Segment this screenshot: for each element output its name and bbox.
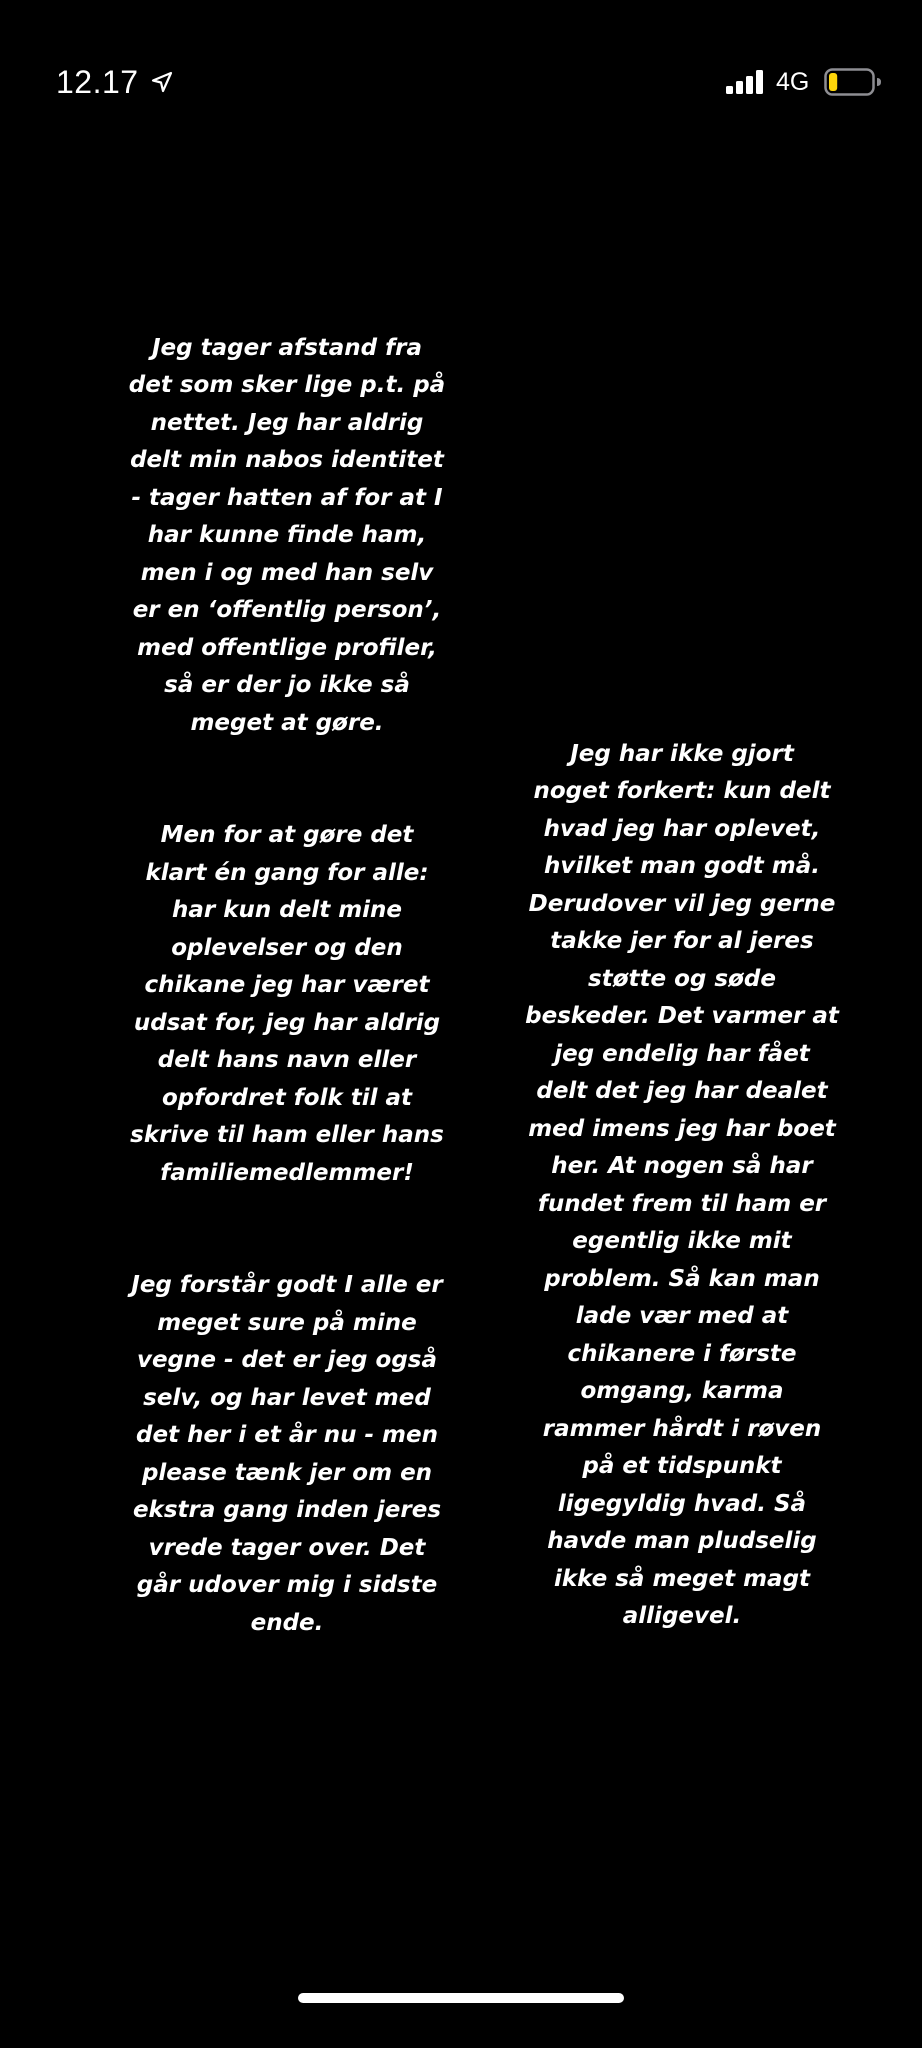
- network-type-label: 4G: [776, 68, 810, 96]
- story-paragraph: Men for at gøre det klart én gang for alle: har kun delt mine oplevelser og den chikane jeg har været udsat for, jeg har aldrig delt hans navn eller opfordret folk til at skrive til ham eller hans familiemedlemmer!: [130, 822, 444, 1186]
- story-paragraph: Jeg har ikke gjort noget forkert: kun delt hvad jeg har oplevet, hvilket man godt må. Derudover vil jeg gerne takke jer for al jeres støtte og søde beskeder. Det varmer at jeg endelig har fået delt det jeg har dealet med imens jeg har boet her. At nogen så har fundet frem til ham er egentlig ikke mit problem. Så kan man lade vær med at chikanere i første omgang, karma rammer hårdt i røven på et tidspunkt ligegyldig hvad. Så havde man pludselig ikke så meget magt alligevel.: [525, 740, 839, 1629]
- cellular-signal-icon: [726, 70, 768, 94]
- story-paragraph: Jeg forstår godt I alle er meget sure på mine vegne - det er jeg også selv, og har levet med det her i et år nu - men please tænk jer om en ekstra gang inden jeres vrede tager over. Det går udover mig i sidste ende.: [131, 1272, 443, 1636]
- story-text-right: [472, 698, 892, 1673]
- battery-low-icon: [824, 68, 884, 96]
- battery-fill: [829, 73, 837, 91]
- story-paragraph: Jeg tager afstand fra det som sker lige p.t. på nettet. Jeg har aldrig delt min nabos identitet - tager hatten af for at I har kunne finde ham, men i og med han selv er en ‘offentlig person’, med offentlige profiler, så er der jo ikke så meget at gøre.: [128, 334, 446, 736]
- home-indicator[interactable]: [298, 1993, 624, 2003]
- location-arrow-icon: [150, 70, 174, 94]
- status-bar: [0, 0, 922, 120]
- story-text-left: [77, 292, 497, 1680]
- status-time: 12.17: [56, 64, 139, 100]
